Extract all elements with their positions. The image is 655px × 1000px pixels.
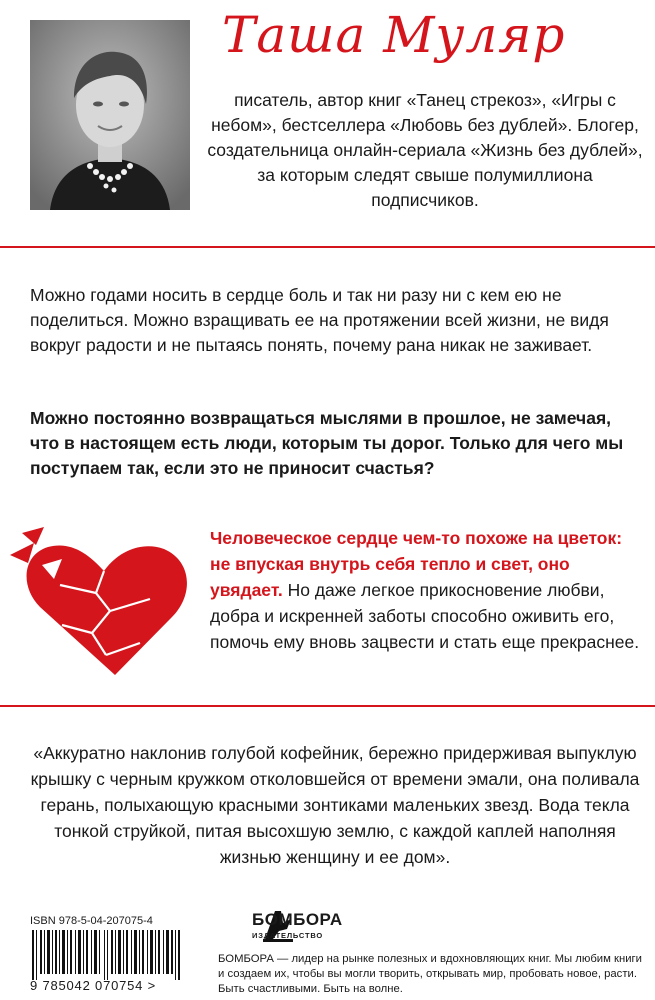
divider-top bbox=[0, 246, 655, 248]
body-paragraph-1: Можно годами носить в сердце боль и так ни разу ни с кем ею не поделиться. Можно взращивать ее на протяжении всей жизни, не видя вокруг радости и не пытаясь понять, почему рана никак не заживает. bbox=[30, 285, 609, 355]
divider-bottom bbox=[0, 705, 655, 707]
publisher-description: БОМБОРА — лидер на рынке полезных и вдохновляющих книг. Мы любим книги и создаем их, чтобы вы могли творить, открывать мир, пробовать новое, расти. Быть счастливыми. Быть на волне. bbox=[218, 953, 642, 995]
highlight-paragraph bbox=[210, 525, 640, 655]
publisher-name: БОМБОРА bbox=[252, 910, 343, 929]
author-bio: писатель, автор книг «Танец стрекоз», «Игры с небом», бестселлера «Любовь без дублей». Блогер, создательница онлайн-сериала «Жизнь без дублей», за которым следят свыше полумиллиона подписчиков. bbox=[207, 90, 643, 210]
body-paragraph-2: Можно постоянно возвращаться мыслями в прошлое, не замечая, что в настоящем есть люди, которым ты дорог. Только для чего мы поступаем так, если это не приносит счастья? bbox=[30, 408, 624, 478]
barcode-number: 9 785042 070754 > bbox=[30, 978, 157, 993]
publisher-subtitle: ИЗДАТЕЛЬСТВО bbox=[252, 931, 323, 940]
isbn-label: ISBN 978-5-04-207075-4 bbox=[30, 915, 153, 927]
author-photo bbox=[30, 20, 190, 210]
broken-heart-icon bbox=[0, 515, 205, 685]
author-name: Таша Муляр bbox=[222, 6, 566, 64]
book-excerpt: «Аккуратно наклонив голубой кофейник, бережно придерживая выпуклую крышку с черным кружком отколовшейся от времени эмали, она поливала герань, полыхающую красными зонтиками маленьких звезд. Вода текла тонкой струйкой, питая высохшую землю, с каждой каплей наполняя жизнью женщину и ее дом». bbox=[30, 743, 640, 867]
highlight-rest-text: Но даже легкое прикосновение любви, добра и искренней заботы способно оживить его, помочь ему вновь зацвести и стать еще прекраснее. bbox=[210, 580, 640, 652]
highlight-accent-text: Человеческое сердце чем-то похоже на цветок: не впуская внутрь себя тепло и свет, оно увядает. bbox=[210, 528, 623, 600]
barcode-icon bbox=[30, 930, 190, 980]
